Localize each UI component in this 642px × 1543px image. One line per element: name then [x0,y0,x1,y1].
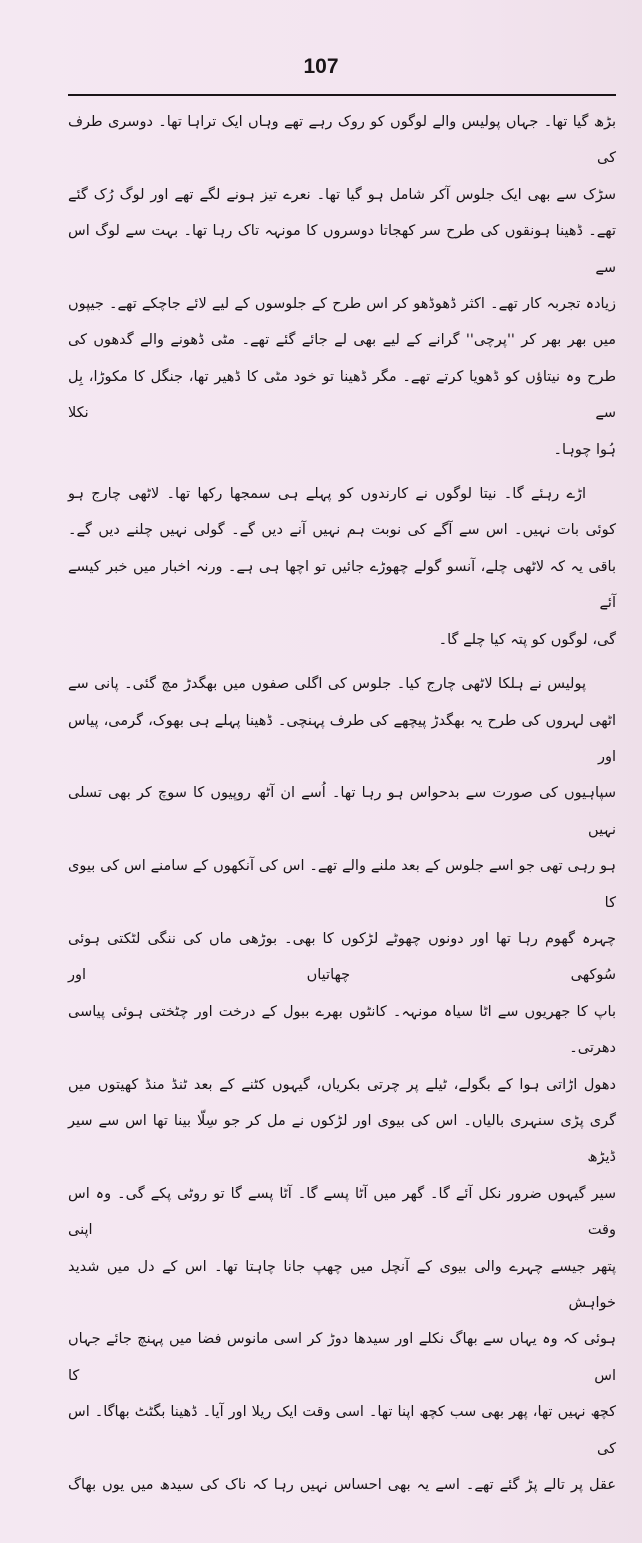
text-line: کوئی بات نہیں۔ اس سے آگے کی نوبت ہم نہیں آنے دیں گے۔ گولی نہیں چلنے دیں گے۔ [68,522,616,539]
text-line: عقل پر تالے پڑ گئے تھے۔ اسے یہ بھی احساس نہیں رہا کہ ناک کی سیدھ میں یوں بھاگ [68,1477,616,1494]
text-line: کچھ نہیں تھا، پھر بھی سب کچھ اپنا تھا۔ اسی وقت ایک ریلا اور آیا۔ ڈھینا بگٹٹ بھاگا۔ اس کی [68,1404,616,1457]
text-line: دھول اڑاتی ہوا کے بگولے، ٹیلے پر چرتی بکریاں، گیہوں کٹنے کے بعد ٹنڈ منڈ کھیتوں میں [68,1076,616,1093]
text-line: ہُوا چوہا۔ [553,441,616,458]
header-rule [68,94,616,96]
text-line: اٹھی لہروں کی طرح یہ بھگدڑ پیچھے کی طرف پہنچی۔ ڈھینا پہلے ہی بھوک، گرمی، پیاس اور [68,712,616,765]
text-line: میں بھر بھر کر ''پرچی'' گرانے کے لیے بھی لے جائے گئے تھے۔ مٹی ڈھونے والے گدھوں کی [68,332,616,349]
text-line: گی، لوگوں کو پتہ کیا چلے گا۔ [438,631,616,648]
text-line: سڑک سے بھی ایک جلوس آکر شامل ہو گیا تھا۔ نعرے تیز ہونے لگے تھے اور لوگ رُک گئے [68,186,616,203]
text-line: طرح وہ نیتاؤں کو ڈھویا کرتے تھے۔ مگر ڈھینا تو خود مٹی کا ڈھیر تھا، جنگل کا مکوڑا، بِل سے نکلا [68,368,616,422]
text-line: زیادہ تجربہ کار تھے۔ اکثر ڈھوڈھو کر اس طرح کے جلوسوں کے لیے لائے جاچکے تھے۔ جیپوں [68,296,616,313]
text-line: اڑے رہئے گا۔ نیتا لوگوں نے کارندوں کو پہلے ہی سمجھا رکھا تھا۔ لاٹھی چارج ہو [68,486,586,503]
text-line: پولیس نے ہلکا لاٹھی چارج کیا۔ جلوس کی اگلی صفوں میں بھگدڑ مچ گئی۔ پانی سے [68,676,586,693]
text-line: سیر گیہوں ضرور نکل آئے گا۔ گھر میں آٹا پسے گا۔ آٹا پسے گا تو روٹی پکے گی۔ وہ اس وقت اپنی [68,1185,616,1239]
text-line: تھے۔ ڈھینا ہونقوں کی طرح سر کھجاتا دوسروں کا مونہہ تاک رہا تھا۔ بہت سے لوگ اس سے [68,223,616,276]
text-line: ہوئی کہ وہ یہاں سے بھاگ نکلے اور سیدھا دوڑ کر اسی مانوس فضا میں پہنچ جائے جہاں اس کا [68,1331,616,1384]
text-line: گری پڑی سنہری بالیاں۔ اس کی بیوی اور لڑکوں نے مل کر جو سِلّا بینا تھا اس سے سیر ڈیڑھ [68,1112,616,1166]
text-line: پتھر جیسے چہرے والی بیوی کے آنچل میں چھپ جانا چاہتا تھا۔ اس کے دل میں شدید خواہش [68,1258,616,1311]
text-line: باپ کا جھریوں سے اٹا سیاہ مونہہ۔ کانٹوں بھرے ببول کے درخت اور چٹختی ہوئی پیاسی دھرتی۔ [68,1003,616,1057]
body-text [68,104,616,1503]
text-line: باقی یہ کہ لاٹھی چلے، آنسو گولے چھوڑے جائیں تو اچھا ہی ہے۔ ورنہ اخبار میں خبر کیسے آئے [68,558,616,612]
text-line: بڑھ گیا تھا۔ جہاں پولیس والے لوگوں کو روک رہے تھے وہاں ایک تراہا تھا۔ دوسری طرف کی [68,114,616,167]
text-line: سپاہیوں کی صورت سے بدحواس ہو رہا تھا۔ اُسے ان آٹھ روپیوں کا سوچ کر بھی تسلی نہیں [68,785,616,838]
page-number: 107 [303,55,339,78]
text-line: ہو رہی تھی جو اسے جلوس کے بعد ملنے والے تھے۔ اس کی آنکھوں کے سامنے اس کی بیوی کا [68,858,616,911]
text-line: چہرہ گھوم رہا تھا اور دونوں چھوٹے لڑکوں کا بھی۔ بوڑھی ماں کی ننگی لٹکتی ہوئی سُوکھی چھاتیاں اور [68,930,616,984]
